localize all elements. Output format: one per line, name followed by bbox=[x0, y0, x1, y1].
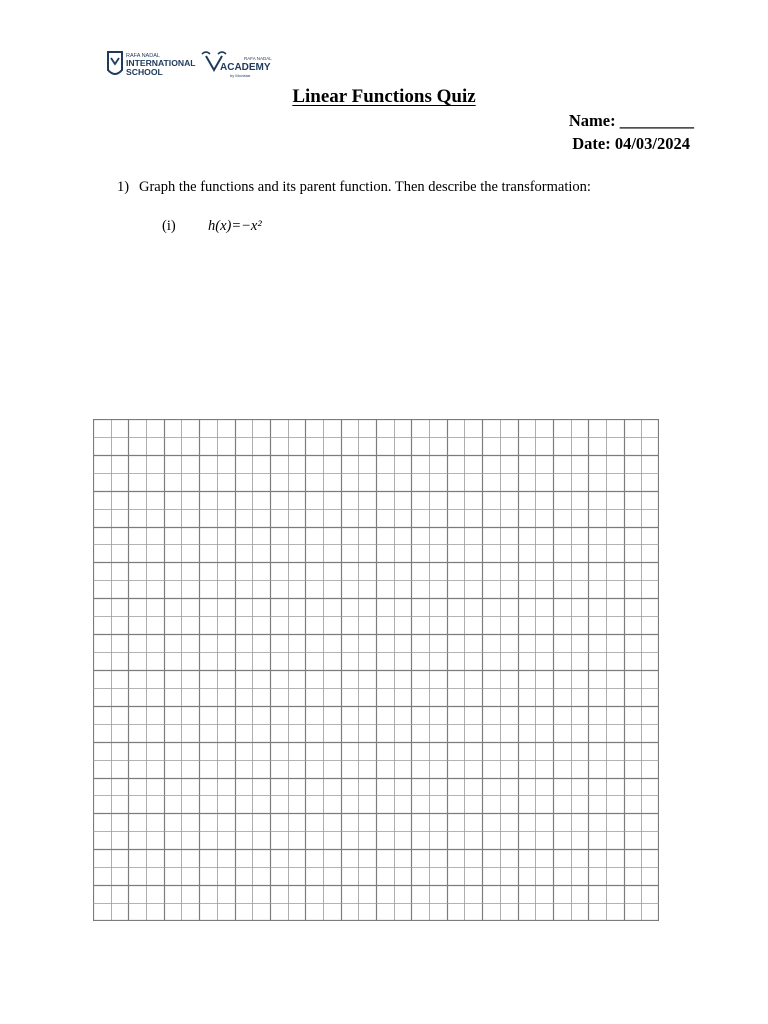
logo-school-line1: RAFA NADAL bbox=[126, 53, 160, 59]
school-shield-icon bbox=[108, 52, 122, 74]
question-part-i bbox=[162, 218, 262, 235]
grid-svg bbox=[93, 419, 659, 921]
logo-school-line2: INTERNATIONAL bbox=[126, 58, 196, 68]
name-field-label: Name: _________ bbox=[568, 111, 694, 130]
logo-academy-line3: by Movistar bbox=[230, 73, 251, 78]
logo-academy-line1: RAFA NADAL bbox=[244, 56, 272, 61]
question-number: 1) bbox=[117, 179, 130, 195]
logo-academy-line2: ACADEMY bbox=[220, 62, 271, 73]
graph-paper-grid bbox=[93, 419, 659, 921]
quiz-title: Linear Functions Quiz bbox=[292, 86, 476, 107]
question-text: Graph the functions and its parent function. Then describe the transformation: bbox=[139, 179, 591, 195]
part-label: (i) bbox=[162, 218, 176, 234]
question-1 bbox=[117, 179, 591, 196]
logo-svg bbox=[106, 48, 281, 82]
school-logos bbox=[106, 48, 281, 82]
date-label: Date: 04/03/2024 bbox=[572, 134, 690, 153]
logo-school-line3: SCHOOL bbox=[126, 67, 163, 77]
function-expression: h(x)=−x² bbox=[208, 218, 262, 234]
